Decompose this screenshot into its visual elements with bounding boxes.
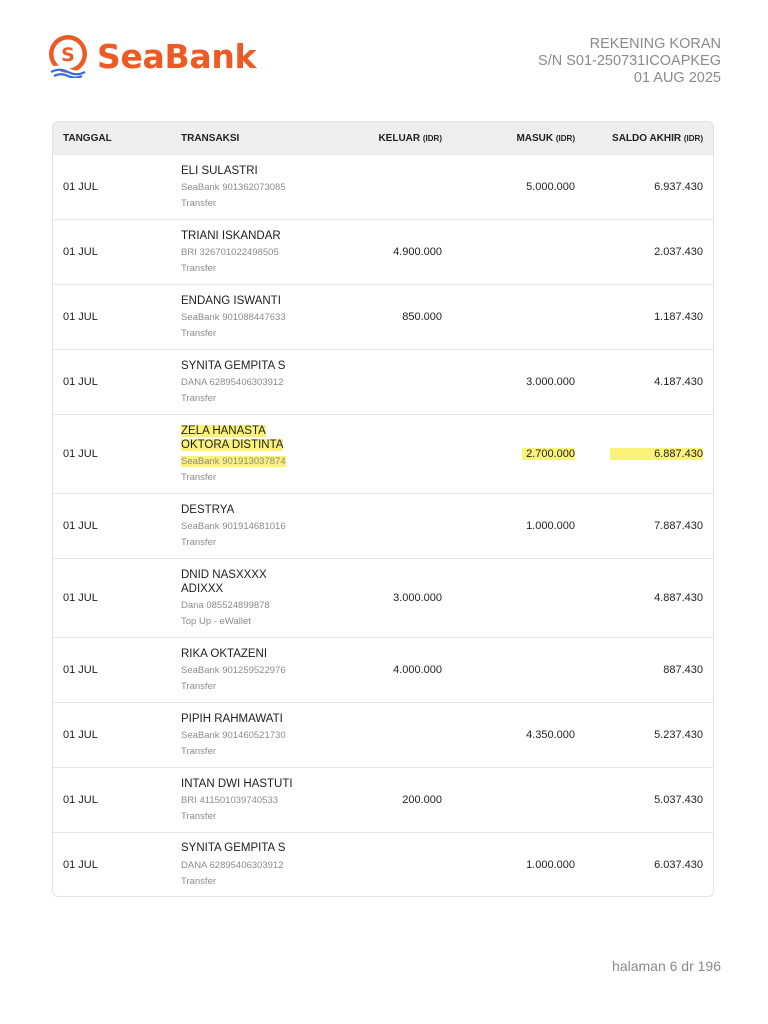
header-date: TANGGAL	[63, 132, 112, 144]
row-in: 4.350.000	[526, 729, 575, 741]
row-date: 01 JUL	[63, 592, 98, 604]
table-row	[53, 284, 713, 349]
row-transaction	[181, 165, 331, 210]
table-row	[53, 637, 713, 702]
row-transaction	[181, 778, 331, 823]
row-out: 850.000	[402, 311, 442, 323]
row-balance: 4.887.430	[654, 592, 703, 604]
row-account: DANA 62895406303912	[181, 377, 284, 389]
table-row	[53, 349, 713, 414]
row-name	[181, 569, 331, 596]
seabank-logo-icon	[46, 34, 90, 78]
row-balance	[575, 448, 703, 460]
row-in: 5.000.000	[526, 181, 575, 193]
header-out	[331, 133, 442, 144]
row-balance: 5.237.430	[654, 729, 703, 741]
row-date: 01 JUL	[63, 858, 98, 871]
row-in: 1.000.000	[526, 520, 575, 532]
row-name: PIPIH RAHMAWATI	[181, 712, 283, 725]
row-date: 01 JUL	[63, 664, 98, 676]
row-name: TRIANI ISKANDAR	[181, 229, 281, 242]
table-row	[53, 767, 713, 832]
row-transaction	[181, 504, 331, 549]
statement-serial: S/N S01-250731ICOAPKEG	[538, 53, 721, 69]
row-balance: 4.187.430	[654, 376, 703, 388]
row-out: 4.900.000	[393, 246, 442, 258]
row-name: ELI SULASTRI	[181, 164, 258, 177]
row-out: 4.000.000	[393, 664, 442, 676]
table-row	[53, 702, 713, 767]
row-transaction	[181, 569, 331, 627]
row-date: 01 JUL	[63, 520, 98, 532]
statement-header	[538, 36, 721, 87]
header-out-label: KELUAR	[378, 132, 421, 144]
table-row-highlighted	[53, 414, 713, 493]
row-type: Transfer	[181, 746, 217, 758]
row-balance: 6.037.430	[654, 858, 703, 871]
table-row	[53, 154, 713, 219]
row-balance: 1.187.430	[654, 311, 703, 323]
header-in	[442, 133, 575, 144]
row-account: SeaBank 901259522976	[181, 665, 286, 677]
row-date: 01 JUL	[63, 794, 98, 806]
table-row	[53, 558, 713, 637]
page-number: halaman 6 dr 196	[612, 958, 721, 974]
row-name	[181, 425, 331, 452]
row-type: Transfer	[181, 811, 217, 823]
row-name: DESTRYA	[181, 503, 235, 516]
row-in: 1.000.000	[526, 858, 575, 871]
row-transaction	[181, 230, 331, 275]
header-balance	[575, 133, 703, 144]
row-type: Top Up - eWallet	[181, 616, 251, 627]
row-type: Transfer	[181, 537, 217, 549]
row-name-line2: OKTORA DISTINTA	[181, 438, 284, 451]
row-type: Transfer	[181, 393, 217, 405]
row-transaction	[181, 425, 331, 483]
brand-name: SeaBank	[97, 36, 257, 76]
row-transaction	[181, 360, 331, 405]
row-transaction	[181, 295, 331, 340]
header-transaction: TRANSAKSI	[181, 132, 240, 144]
row-date: 01 JUL	[63, 729, 98, 741]
row-name: SYNITA GEMPITA S	[181, 842, 286, 855]
row-account-text: SeaBank 901913037874	[181, 456, 286, 467]
row-name: RIKA OKTAZENI	[181, 647, 268, 660]
row-type: Transfer	[181, 681, 217, 693]
table-row	[53, 493, 713, 558]
row-name: INTAN DWI HASTUTI	[181, 777, 293, 790]
row-balance: 6.937.430	[654, 181, 703, 193]
row-name-line1: DNID NASXXXX	[181, 569, 267, 581]
row-account: SeaBank 901460521730	[181, 730, 286, 742]
svg-text:S: S	[61, 44, 75, 66]
row-balance: 2.037.430	[654, 246, 703, 258]
transaction-table	[52, 121, 714, 897]
header-balance-unit: (IDR)	[683, 133, 703, 143]
row-account: SeaBank 901362073085	[181, 182, 286, 194]
row-type: Transfer	[181, 875, 217, 887]
row-type: Transfer	[181, 472, 217, 483]
row-balance: 7.887.430	[654, 520, 703, 532]
row-transaction	[181, 648, 331, 693]
row-name: SYNITA GEMPITA S	[181, 359, 286, 372]
row-account: SeaBank 901914681016	[181, 521, 286, 533]
row-in	[442, 448, 575, 460]
row-in-text: 2.700.000	[522, 448, 575, 460]
row-date: 01 JUL	[63, 376, 98, 388]
row-type: Transfer	[181, 328, 217, 340]
row-balance: 887.430	[663, 664, 703, 676]
row-date: 01 JUL	[63, 448, 98, 460]
row-type: Transfer	[181, 263, 217, 275]
row-account: DANA 62895406303912	[181, 859, 284, 871]
row-account: BRI 411501039740533	[181, 795, 279, 807]
row-date: 01 JUL	[63, 246, 98, 258]
table-header	[53, 122, 713, 154]
row-in: 3.000.000	[526, 376, 575, 388]
table-row	[53, 832, 713, 896]
table-row	[53, 219, 713, 284]
header-balance-label: SALDO AKHIR	[612, 132, 682, 144]
row-account: Dana 085524899878	[181, 600, 270, 611]
row-type: Transfer	[181, 198, 217, 210]
header-in-label: MASUK	[516, 132, 554, 144]
row-name-line1: ZELA HANASTA	[181, 425, 266, 437]
header-in-unit: (IDR)	[555, 133, 575, 143]
row-balance: 5.037.430	[654, 794, 703, 806]
row-out: 200.000	[402, 794, 442, 806]
row-account: SeaBank 901088447633	[181, 312, 286, 324]
row-name: ENDANG ISWANTI	[181, 294, 281, 307]
row-account	[181, 456, 331, 467]
statement-title: REKENING KORAN	[589, 36, 721, 52]
header-out-unit: (IDR)	[422, 133, 442, 143]
row-transaction	[181, 713, 331, 758]
row-transaction	[181, 842, 331, 887]
seabank-logo	[46, 34, 256, 78]
row-out: 3.000.000	[393, 592, 442, 604]
row-name-line2: ADIXXX	[181, 582, 224, 595]
statement-date: 01 AUG 2025	[633, 70, 721, 86]
row-date: 01 JUL	[63, 311, 98, 323]
row-account: BRI 326701022498505	[181, 247, 279, 259]
row-balance-text: 6.887.430	[610, 448, 703, 460]
row-date: 01 JUL	[63, 181, 98, 193]
